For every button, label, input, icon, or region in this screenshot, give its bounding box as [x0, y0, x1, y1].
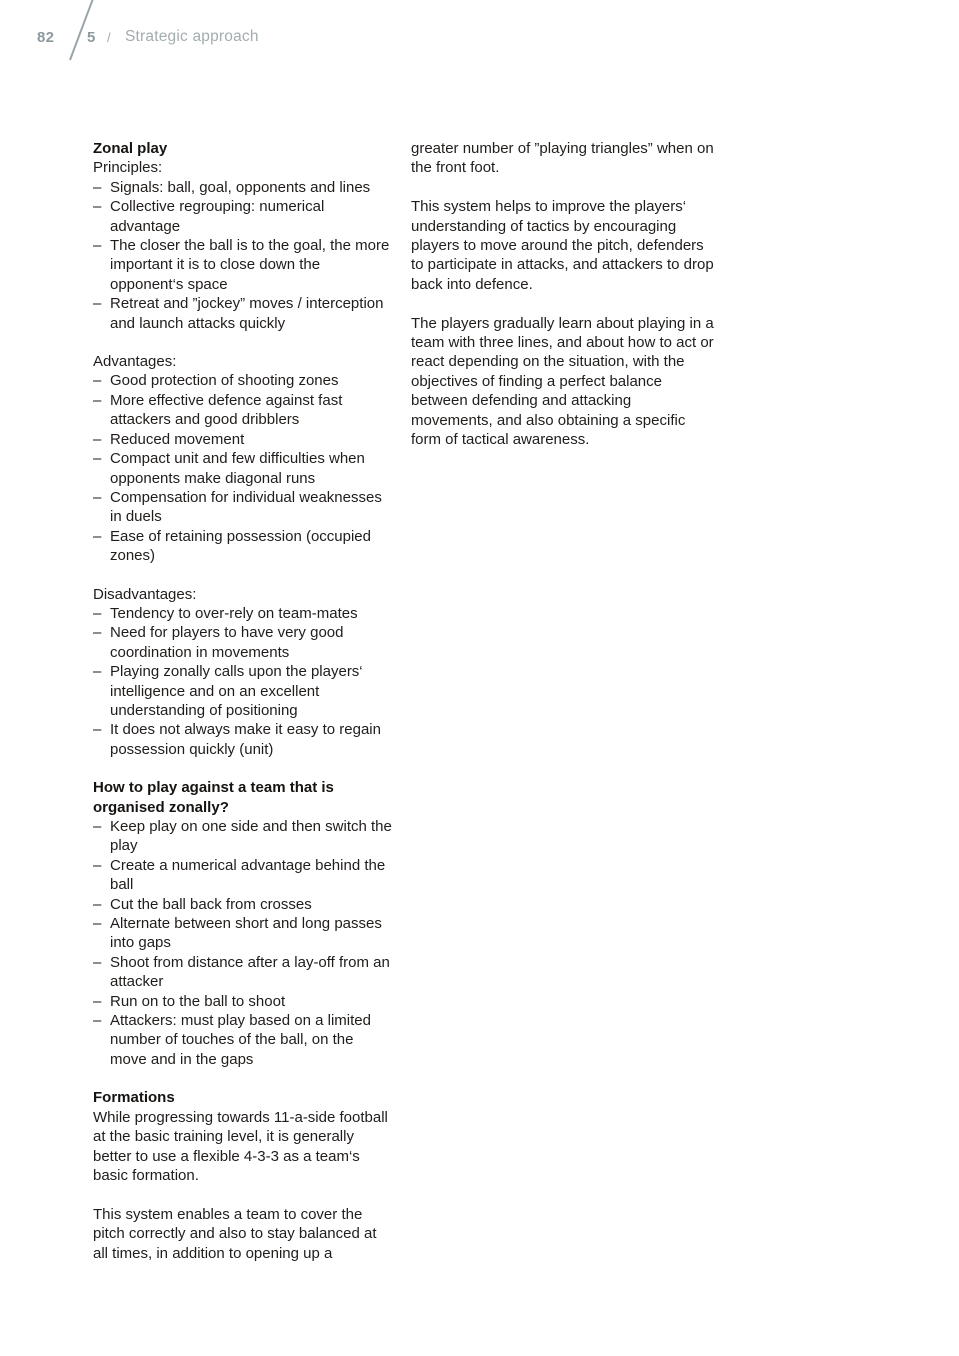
bullet-text: Cut the ball back from crosses	[110, 895, 312, 913]
bullet-text: Playing zonally calls upon the players‘ intelligence and on an excellent understanding of positioning	[110, 663, 363, 719]
dash-marker: –	[93, 604, 102, 622]
bullet-item	[93, 604, 393, 623]
dash-marker: –	[93, 818, 102, 835]
section-subheading-disadvantages: Disadvantages:	[93, 585, 197, 603]
bullet-item	[93, 720, 393, 759]
dash-marker: –	[93, 372, 102, 390]
bullet-item	[93, 197, 393, 236]
bullet-item	[93, 527, 393, 566]
dash-marker: –	[93, 198, 102, 216]
paragraph: greater number of ”playing triangles” when on the front foot.	[411, 140, 714, 177]
bullet-item	[93, 178, 393, 197]
dash-marker: –	[93, 856, 102, 874]
left-column	[93, 139, 393, 1282]
bullet-text: Alternate between short and long passes into gaps	[110, 915, 382, 952]
bullet-text: Tendency to over-rely on team-mates	[110, 604, 358, 622]
section-heading-zonal-play: Zonal play	[93, 140, 168, 157]
section-zonal-play	[93, 139, 393, 333]
bullet-text: Reduced movement	[110, 430, 245, 448]
paragraph: This system helps to improve the players‘ understanding of tactics by encouraging players to move around the pitch, defenders to participate in attacks, and attackers to drop back into defence.	[411, 198, 714, 293]
bullet-text: Create a numerical advantage behind the ball	[110, 856, 386, 894]
bullet-item	[93, 953, 393, 992]
bullet-item	[93, 449, 393, 488]
section-subheading-principles: Principles:	[93, 159, 163, 177]
paragraph: While progressing towards 11-a-side football at the basic training level, it is generally better to use a flexible 4-3-3 as a team‘s basic formation.	[93, 1108, 388, 1184]
dash-marker: –	[93, 450, 102, 468]
dash-marker: –	[93, 721, 102, 739]
advantages-bullet-list	[93, 371, 393, 565]
bullet-item	[93, 914, 393, 953]
section-advantages	[93, 352, 393, 565]
bullet-text: Attackers: must play based on a limited number of touches of the ball, on the move and in the gaps	[110, 1012, 371, 1068]
bullet-text: More effective defence against fast attackers and good dribblers	[110, 391, 343, 429]
bullet-text: Retreat and ”jockey” moves / interception and launch attacks quickly	[110, 295, 384, 332]
dash-marker: –	[93, 430, 102, 448]
bullet-text: Shoot from distance after a lay-off from an attacker	[110, 953, 390, 991]
breadcrumb-separator: /	[107, 30, 111, 45]
page-header	[0, 0, 400, 75]
content-columns	[93, 139, 714, 1282]
bullet-text: Ease of retaining possession (occupied zones)	[110, 527, 371, 565]
bullet-text: Collective regrouping: numerical advantage	[110, 198, 325, 235]
bullet-item	[93, 856, 393, 895]
chapter-title: Strategic approach	[125, 28, 259, 45]
section-how-to-play	[93, 778, 393, 1069]
dash-marker: –	[93, 527, 102, 545]
bullet-item	[93, 488, 393, 527]
bullet-item	[93, 430, 393, 449]
bullet-text: Need for players to have very good coordination in movements	[110, 624, 344, 661]
bullet-item	[93, 236, 393, 294]
section-subheading-advantages: Advantages:	[93, 353, 177, 371]
dash-marker: –	[93, 953, 102, 971]
section-disadvantages	[93, 585, 393, 760]
dash-marker: –	[93, 992, 102, 1010]
bullet-item	[93, 623, 393, 662]
disadvantages-bullet-list	[93, 604, 393, 759]
bullet-text: Compensation for individual weaknesses in duels	[110, 488, 382, 526]
section-heading-how-to-play: How to play against a team that is organised zonally?	[93, 779, 334, 816]
bullet-item	[93, 895, 393, 914]
bullet-item	[93, 817, 393, 856]
dash-marker: –	[93, 1012, 102, 1030]
dash-marker: –	[93, 624, 102, 642]
page-number: 82	[37, 29, 55, 46]
bullet-text: Run on to the ball to shoot	[110, 992, 286, 1010]
bullet-item	[93, 1011, 393, 1069]
bullet-text: Keep play on one side and then switch the play	[110, 818, 392, 855]
bullet-item	[93, 371, 393, 390]
bullet-text: Compact unit and few difficulties when opponents make diagonal runs	[110, 450, 365, 487]
paragraph: The players gradually learn about playing in a team with three lines, and about how to act or react depending on the situation, with the objectives of finding a perfect balance between defending and attacking movements, and also obtaining a specific form of tactical awareness.	[411, 314, 714, 449]
dash-marker: –	[93, 895, 102, 913]
bullet-text: Good protection of shooting zones	[110, 372, 339, 390]
dash-marker: –	[93, 178, 102, 196]
dash-marker: –	[93, 663, 102, 681]
dash-marker: –	[93, 237, 102, 255]
bullet-item	[93, 391, 393, 430]
bullet-item	[93, 662, 393, 720]
section-formations	[93, 1088, 393, 1263]
bullet-item	[93, 294, 393, 333]
bullet-item	[93, 992, 393, 1011]
dash-marker: –	[93, 915, 102, 933]
chapter-number: 5	[87, 29, 96, 46]
bullet-text: Signals: ball, goal, opponents and lines	[110, 178, 371, 196]
how-to-play-bullet-list	[93, 817, 393, 1069]
section-heading-formations: Formations	[93, 1089, 175, 1107]
formations-paragraphs	[93, 1108, 393, 1263]
dash-marker: –	[93, 295, 102, 313]
principles-bullet-list	[93, 178, 393, 333]
right-column-paragraphs	[411, 139, 714, 449]
bullet-text: It does not always make it easy to regain possession quickly (unit)	[110, 721, 381, 758]
right-column	[411, 139, 714, 449]
dash-marker: –	[93, 391, 102, 409]
dash-marker: –	[93, 488, 102, 506]
bullet-text: The closer the ball is to the goal, the more important it is to close down the opponent‘s space	[110, 237, 390, 293]
paragraph: This system enables a team to cover the pitch correctly and also to stay balanced at all times, in addition to opening up a	[93, 1205, 377, 1262]
